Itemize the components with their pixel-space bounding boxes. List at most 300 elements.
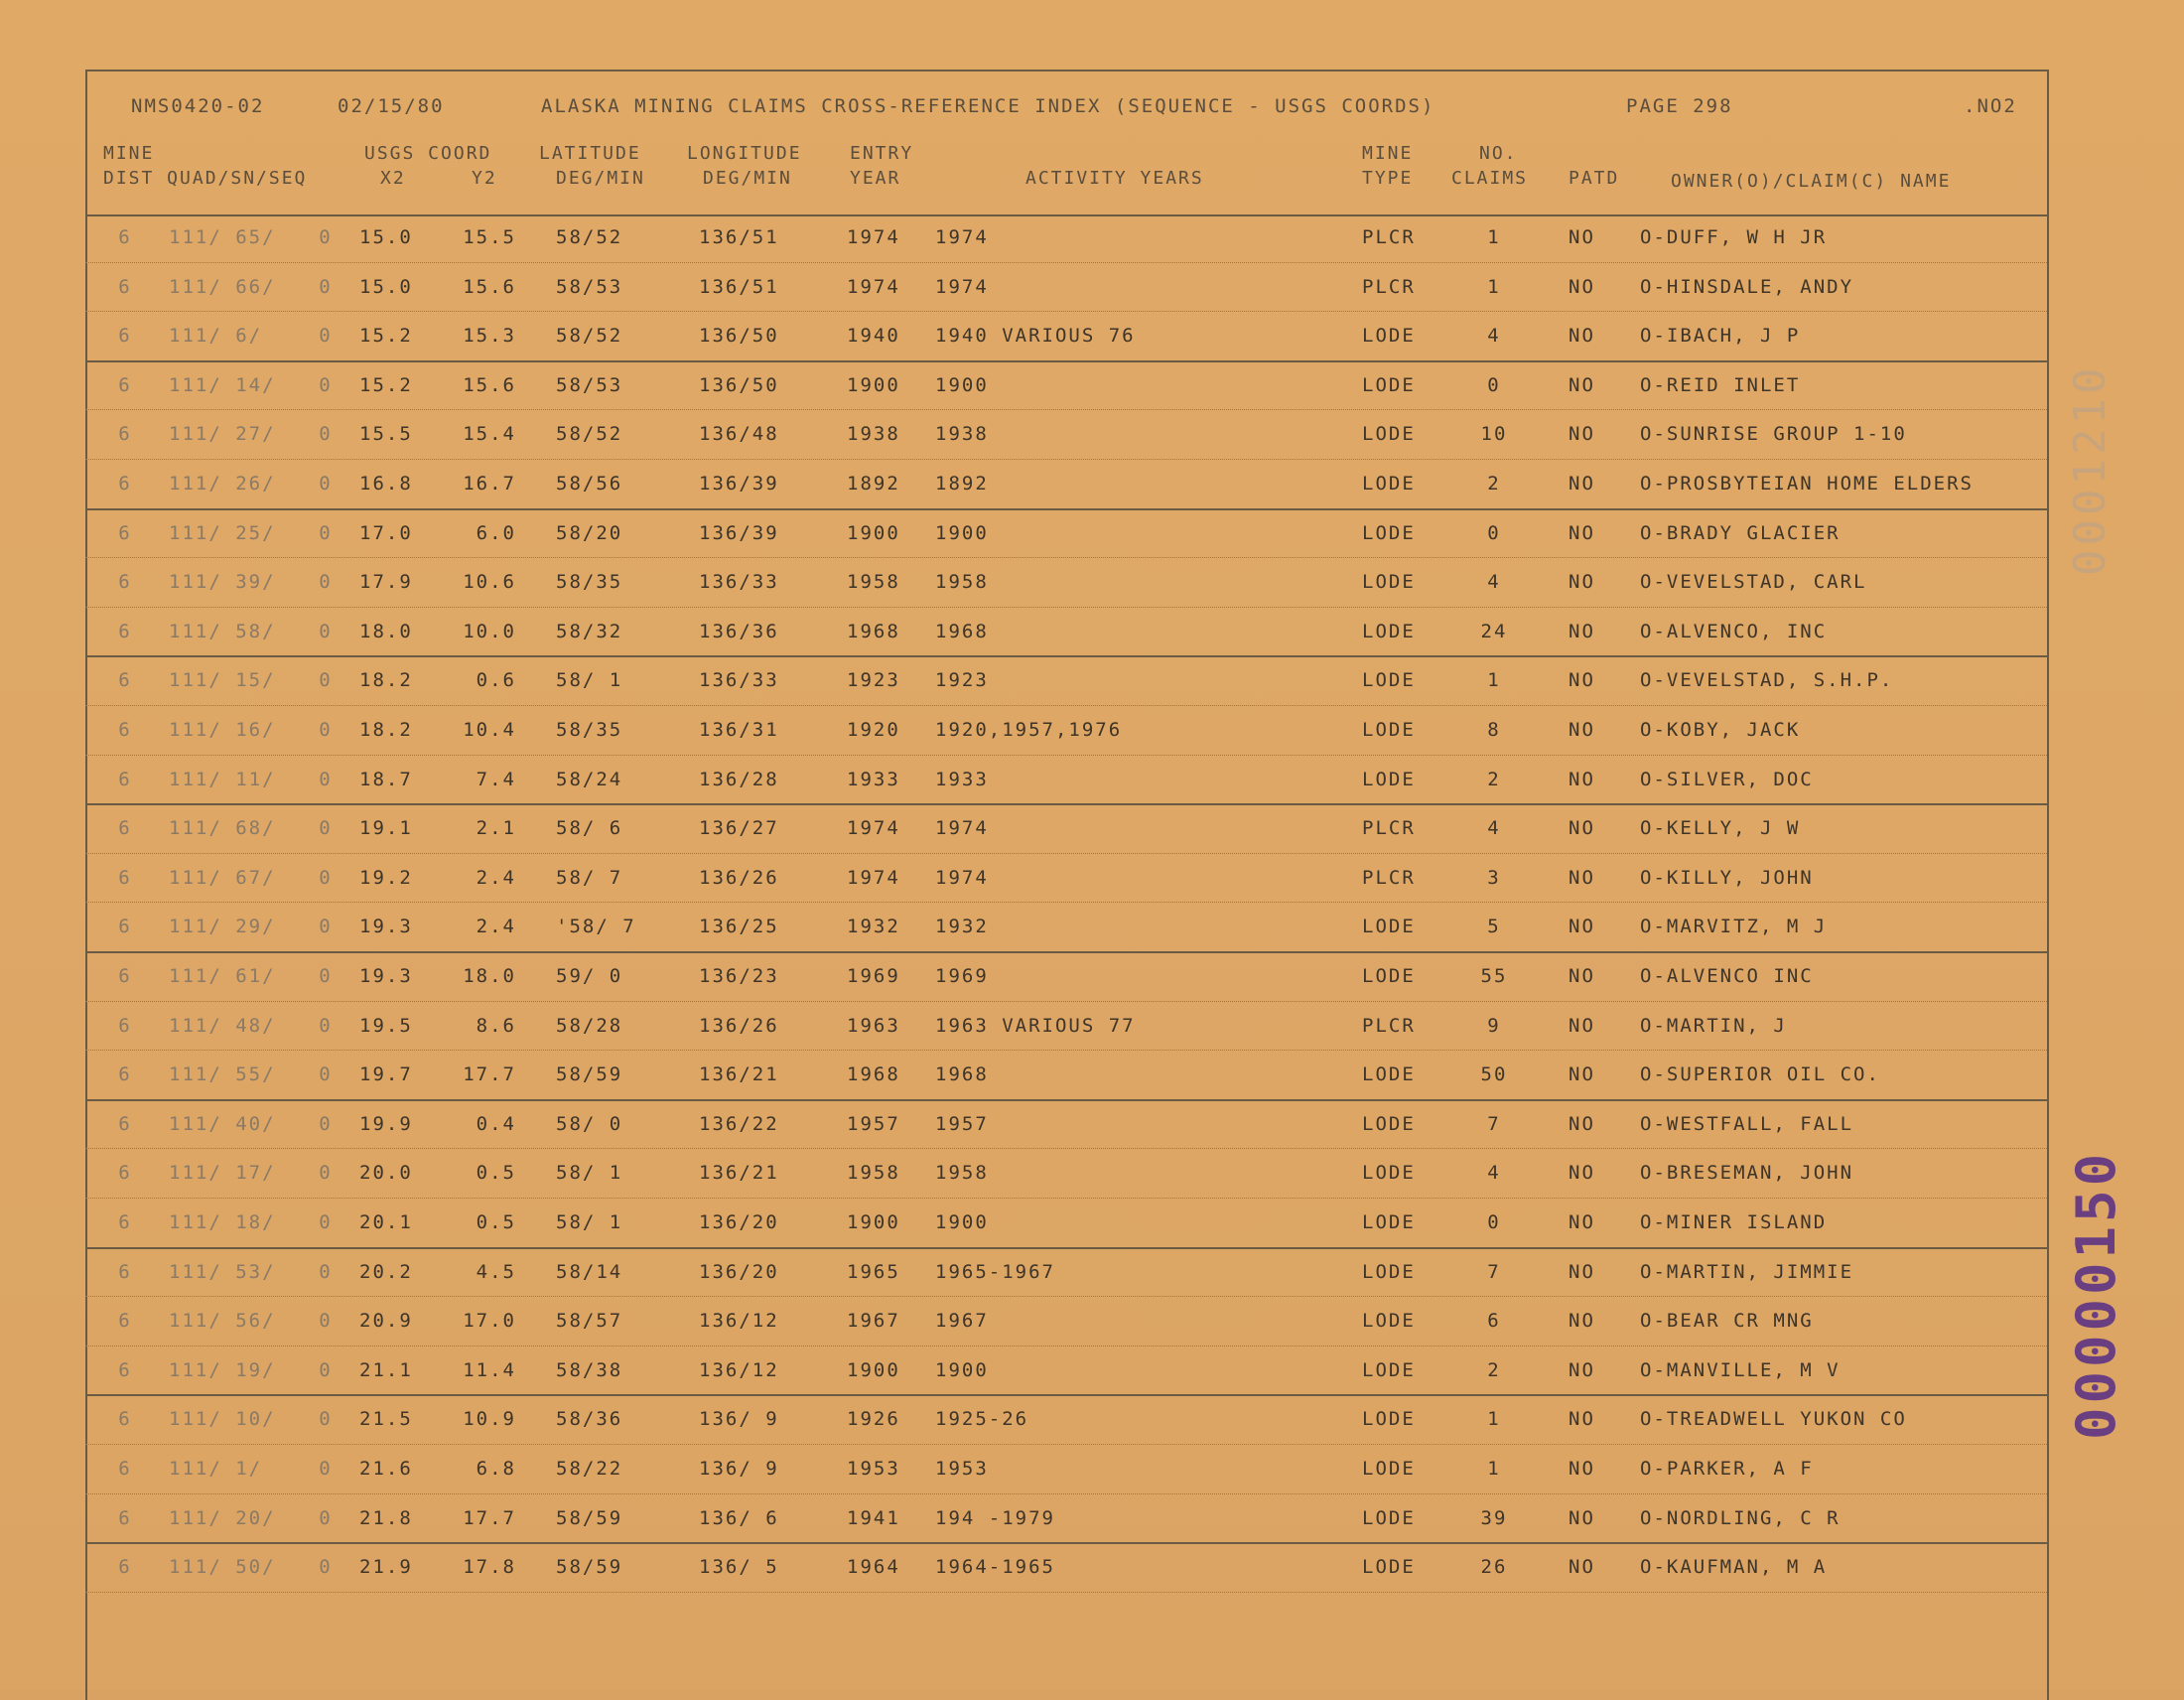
cell-longitude: 136/25 [699, 916, 779, 938]
cell-seq: 0 [319, 1211, 333, 1233]
cell-activity-years: 1968 [935, 620, 989, 642]
cell-owner: O-VEVELSTAD, S.H.P. [1640, 669, 1894, 692]
cell-owner: O-MINER ISLAND [1640, 1211, 1828, 1233]
group-divider [85, 508, 2047, 510]
group-divider [85, 951, 2047, 953]
table-row [0, 266, 2184, 316]
cell-activity-years: 1957 [935, 1112, 989, 1135]
col-x2: X2 [380, 168, 406, 189]
group-divider [85, 655, 2047, 657]
cell-mine-type: LODE [1362, 1310, 1416, 1333]
col-mine-top: MINE [103, 143, 155, 164]
cell-latitude: 58/57 [556, 1310, 623, 1333]
cell-patd: NO [1569, 1063, 1595, 1086]
cell-y2: 0.4 [476, 1112, 516, 1135]
row-divider [85, 1493, 2047, 1494]
cell-entry-year: 1926 [847, 1408, 900, 1431]
cell-x2: 20.0 [359, 1162, 413, 1185]
cell-activity-years: 1933 [935, 768, 989, 790]
col-patd: PATD [1569, 168, 1620, 189]
cell-activity-years: 1938 [935, 423, 989, 446]
cell-latitude: 58/28 [556, 1014, 623, 1037]
cell-claims: 9 [1487, 1014, 1501, 1037]
cell-seq: 0 [319, 1014, 333, 1037]
cell-quad-sn: 111/ 65/ [169, 226, 276, 248]
cell-patd: NO [1569, 325, 1595, 348]
row-divider [85, 1198, 2047, 1199]
cell-dist: 6 [118, 965, 132, 987]
table-row [0, 315, 2184, 364]
cell-entry-year: 1974 [847, 817, 900, 840]
row-divider [85, 1296, 2047, 1297]
table-row [0, 561, 2184, 611]
cell-longitude: 136/50 [699, 373, 779, 396]
cell-claims: 4 [1487, 817, 1501, 840]
table-row [0, 1251, 2184, 1301]
cell-patd: NO [1569, 473, 1595, 495]
cell-seq: 0 [319, 1112, 333, 1135]
cell-quad-sn: 111/ 40/ [169, 1112, 276, 1135]
cell-owner: O-BEAR CR MNG [1640, 1310, 1814, 1333]
cell-mine-type: PLCR [1362, 275, 1416, 298]
table-row [0, 1005, 2184, 1055]
cell-latitude: 58/ 6 [556, 817, 623, 840]
table-row [0, 759, 2184, 808]
cell-dist: 6 [118, 866, 132, 889]
cell-x2: 19.3 [359, 916, 413, 938]
cell-entry-year: 1933 [847, 768, 900, 790]
cell-activity-years: 1958 [935, 571, 989, 594]
cell-x2: 15.0 [359, 226, 413, 248]
cell-seq: 0 [319, 866, 333, 889]
cell-y2: 15.5 [463, 226, 516, 248]
cell-mine-type: PLCR [1362, 817, 1416, 840]
report-code: .NO2 [1964, 95, 2017, 117]
cell-latitude: 58/53 [556, 373, 623, 396]
cell-seq: 0 [319, 226, 333, 248]
row-divider [85, 311, 2047, 312]
cell-entry-year: 1974 [847, 226, 900, 248]
cell-patd: NO [1569, 1260, 1595, 1283]
cell-activity-years: 194 -1979 [935, 1506, 1055, 1529]
cell-y2: 17.0 [463, 1310, 516, 1333]
table-row [0, 1103, 2184, 1153]
cell-y2: 0.5 [476, 1162, 516, 1185]
col-no: NO. [1479, 143, 1518, 164]
cell-owner: O-IBACH, J P [1640, 325, 1801, 348]
row-divider [85, 1148, 2047, 1149]
cell-dist: 6 [118, 521, 132, 544]
row-divider [85, 1001, 2047, 1002]
cell-owner: O-BRESEMAN, JOHN [1640, 1162, 1854, 1185]
cell-patd: NO [1569, 275, 1595, 298]
cell-longitude: 136/ 6 [699, 1506, 779, 1529]
cell-longitude: 136/20 [699, 1211, 779, 1233]
cell-quad-sn: 111/ 27/ [169, 423, 276, 446]
cell-owner: O-SILVER, DOC [1640, 768, 1814, 790]
cell-y2: 6.8 [476, 1458, 516, 1480]
cell-latitude: 58/59 [556, 1063, 623, 1086]
cell-entry-year: 1963 [847, 1014, 900, 1037]
cell-patd: NO [1569, 866, 1595, 889]
table-row [0, 364, 2184, 414]
cell-quad-sn: 111/ 53/ [169, 1260, 276, 1283]
cell-activity-years: 1953 [935, 1458, 989, 1480]
cell-y2: 17.7 [463, 1063, 516, 1086]
cell-entry-year: 1969 [847, 965, 900, 987]
cell-entry-year: 1941 [847, 1506, 900, 1529]
cell-entry-year: 1900 [847, 1358, 900, 1381]
cell-seq: 0 [319, 473, 333, 495]
cell-entry-year: 1974 [847, 275, 900, 298]
cell-longitude: 136/36 [699, 620, 779, 642]
cell-entry-year: 1920 [847, 719, 900, 741]
cell-longitude: 136/39 [699, 473, 779, 495]
cell-mine-type: LODE [1362, 571, 1416, 594]
cell-patd: NO [1569, 1162, 1595, 1185]
cell-activity-years: 1968 [935, 1063, 989, 1086]
table-row [0, 857, 2184, 907]
cell-dist: 6 [118, 1014, 132, 1037]
cell-longitude: 136/31 [699, 719, 779, 741]
cell-patd: NO [1569, 719, 1595, 741]
col-usgs-coord: USGS COORD [364, 143, 492, 164]
cell-mine-type: LODE [1362, 1358, 1416, 1381]
cell-dist: 6 [118, 1506, 132, 1529]
cell-seq: 0 [319, 1506, 333, 1529]
cell-activity-years: 1923 [935, 669, 989, 692]
cell-claims: 1 [1487, 275, 1501, 298]
cell-y2: 8.6 [476, 1014, 516, 1037]
cell-latitude: 58/52 [556, 423, 623, 446]
report-header [0, 95, 2184, 119]
cell-dist: 6 [118, 1408, 132, 1431]
cell-x2: 15.0 [359, 275, 413, 298]
cell-quad-sn: 111/ 67/ [169, 866, 276, 889]
cell-activity-years: 1974 [935, 866, 989, 889]
cell-y2: 0.5 [476, 1211, 516, 1233]
cell-mine-type: LODE [1362, 916, 1416, 938]
cell-owner: O-ALVENCO, INC [1640, 620, 1828, 642]
cell-x2: 21.6 [359, 1458, 413, 1480]
cell-mine-type: LODE [1362, 768, 1416, 790]
cell-longitude: 136/ 9 [699, 1408, 779, 1431]
cell-longitude: 136/23 [699, 965, 779, 987]
cell-mine-type: LODE [1362, 1112, 1416, 1135]
cell-patd: NO [1569, 423, 1595, 446]
cell-activity-years: 1964-1965 [935, 1556, 1055, 1579]
cell-entry-year: 1923 [847, 669, 900, 692]
cell-quad-sn: 111/ 14/ [169, 373, 276, 396]
cell-quad-sn: 111/ 10/ [169, 1408, 276, 1431]
cell-x2: 15.2 [359, 373, 413, 396]
cell-latitude: 58/59 [556, 1556, 623, 1579]
table-row [0, 611, 2184, 660]
cell-patd: NO [1569, 1408, 1595, 1431]
cell-owner: O-PARKER, A F [1640, 1458, 1814, 1480]
cell-dist: 6 [118, 1162, 132, 1185]
group-divider [85, 1542, 2047, 1544]
group-divider [85, 1247, 2047, 1249]
cell-patd: NO [1569, 226, 1595, 248]
cell-claims: 2 [1487, 1358, 1501, 1381]
cell-latitude: 58/20 [556, 521, 623, 544]
cell-claims: 0 [1487, 1211, 1501, 1233]
cell-mine-type: LODE [1362, 669, 1416, 692]
cell-seq: 0 [319, 571, 333, 594]
cell-entry-year: 1953 [847, 1458, 900, 1480]
row-divider [85, 557, 2047, 558]
cell-longitude: 136/21 [699, 1063, 779, 1086]
cell-patd: NO [1569, 1458, 1595, 1480]
cell-dist: 6 [118, 1358, 132, 1381]
row-divider [85, 1592, 2047, 1593]
cell-activity-years: 1932 [935, 916, 989, 938]
cell-activity-years: 1920,1957,1976 [935, 719, 1123, 741]
table-row [0, 807, 2184, 857]
cell-longitude: 136/33 [699, 571, 779, 594]
cell-claims: 2 [1487, 473, 1501, 495]
cell-entry-year: 1900 [847, 521, 900, 544]
cell-quad-sn: 111/ 11/ [169, 768, 276, 790]
table-row [0, 1349, 2184, 1399]
cell-y2: 10.9 [463, 1408, 516, 1431]
cell-owner: O-MARTIN, J [1640, 1014, 1787, 1037]
cell-patd: NO [1569, 1358, 1595, 1381]
cell-latitude: 58/35 [556, 571, 623, 594]
cell-seq: 0 [319, 916, 333, 938]
cell-x2: 18.2 [359, 719, 413, 741]
cell-longitude: 136/26 [699, 866, 779, 889]
cell-latitude: 58/24 [556, 768, 623, 790]
cell-x2: 19.7 [359, 1063, 413, 1086]
cell-x2: 20.2 [359, 1260, 413, 1283]
cell-quad-sn: 111/ 19/ [169, 1358, 276, 1381]
cell-owner: O-PROSBYTEIAN HOME ELDERS [1640, 473, 1974, 495]
cell-y2: 4.5 [476, 1260, 516, 1283]
cell-claims: 5 [1487, 916, 1501, 938]
cell-entry-year: 1958 [847, 571, 900, 594]
cell-owner: O-MARVITZ, M J [1640, 916, 1828, 938]
cell-seq: 0 [319, 373, 333, 396]
cell-activity-years: 1925-26 [935, 1408, 1029, 1431]
cell-x2: 19.5 [359, 1014, 413, 1037]
cell-y2: 2.4 [476, 866, 516, 889]
cell-claims: 4 [1487, 571, 1501, 594]
cell-seq: 0 [319, 1310, 333, 1333]
table-row [0, 463, 2184, 512]
cell-x2: 20.1 [359, 1211, 413, 1233]
cell-latitude: 58/53 [556, 275, 623, 298]
faint-stamp-number: 0001210 [2065, 363, 2116, 576]
cell-longitude: 136/ 5 [699, 1556, 779, 1579]
cell-latitude: 58/38 [556, 1358, 623, 1381]
row-divider [85, 1050, 2047, 1051]
cell-activity-years: 1900 [935, 373, 989, 396]
col-lat-unit: DEG/MIN [556, 168, 645, 189]
cell-dist: 6 [118, 620, 132, 642]
table-row [0, 659, 2184, 709]
cell-longitude: 136/50 [699, 325, 779, 348]
cell-dist: 6 [118, 1063, 132, 1086]
cell-longitude: 136/ 9 [699, 1458, 779, 1480]
cell-owner: O-WESTFALL, FALL [1640, 1112, 1854, 1135]
table-row [0, 1202, 2184, 1251]
cell-seq: 0 [319, 1358, 333, 1381]
cell-quad-sn: 111/ 58/ [169, 620, 276, 642]
cell-x2: 16.8 [359, 473, 413, 495]
cell-y2: 10.0 [463, 620, 516, 642]
cell-y2: 10.4 [463, 719, 516, 741]
cell-latitude: 58/ 1 [556, 1211, 623, 1233]
cell-longitude: 136/27 [699, 817, 779, 840]
cell-claims: 50 [1480, 1063, 1508, 1086]
cell-entry-year: 1974 [847, 866, 900, 889]
cell-mine-type: LODE [1362, 325, 1416, 348]
cell-x2: 18.7 [359, 768, 413, 790]
table-row [0, 1300, 2184, 1349]
cell-quad-sn: 111/ 55/ [169, 1063, 276, 1086]
cell-longitude: 136/20 [699, 1260, 779, 1283]
table-row [0, 1398, 2184, 1448]
cell-quad-sn: 111/ 66/ [169, 275, 276, 298]
cell-dist: 6 [118, 325, 132, 348]
cell-latitude: 58/59 [556, 1506, 623, 1529]
col-y2: Y2 [472, 168, 497, 189]
cell-quad-sn: 111/ 26/ [169, 473, 276, 495]
table-row [0, 1497, 2184, 1547]
cell-longitude: 136/12 [699, 1310, 779, 1333]
cell-patd: NO [1569, 1556, 1595, 1579]
cell-claims: 4 [1487, 325, 1501, 348]
purple-stamp-number: 00000150 [2065, 1149, 2127, 1440]
cell-mine-type: LODE [1362, 719, 1416, 741]
cell-dist: 6 [118, 473, 132, 495]
cell-dist: 6 [118, 571, 132, 594]
cell-entry-year: 1932 [847, 916, 900, 938]
table-row [0, 1448, 2184, 1497]
cell-seq: 0 [319, 1556, 333, 1579]
col-entry: ENTRY [850, 143, 914, 164]
cell-patd: NO [1569, 1310, 1595, 1333]
cell-mine-type: LODE [1362, 1458, 1416, 1480]
cell-patd: NO [1569, 1014, 1595, 1037]
cell-owner: O-SUNRISE GROUP 1-10 [1640, 423, 1907, 446]
cell-x2: 17.9 [359, 571, 413, 594]
cell-x2: 15.2 [359, 325, 413, 348]
cell-claims: 1 [1487, 1408, 1501, 1431]
cell-longitude: 136/28 [699, 768, 779, 790]
cell-seq: 0 [319, 1162, 333, 1185]
cell-patd: NO [1569, 817, 1595, 840]
cell-claims: 8 [1487, 719, 1501, 741]
cell-patd: NO [1569, 965, 1595, 987]
cell-mine-type: LODE [1362, 1162, 1416, 1185]
col-longitude: LONGITUDE [687, 143, 802, 164]
cell-entry-year: 1957 [847, 1112, 900, 1135]
row-divider [85, 853, 2047, 854]
cell-dist: 6 [118, 916, 132, 938]
col-year: YEAR [850, 168, 901, 189]
cell-mine-type: LODE [1362, 1260, 1416, 1283]
cell-claims: 39 [1480, 1506, 1508, 1529]
cell-y2: 17.7 [463, 1506, 516, 1529]
cell-quad-sn: 111/ 29/ [169, 916, 276, 938]
cell-patd: NO [1569, 1211, 1595, 1233]
cell-longitude: 136/21 [699, 1162, 779, 1185]
cell-longitude: 136/51 [699, 226, 779, 248]
cell-entry-year: 1938 [847, 423, 900, 446]
cell-entry-year: 1964 [847, 1556, 900, 1579]
cell-activity-years: 1974 [935, 275, 989, 298]
cell-owner: O-KELLY, J W [1640, 817, 1801, 840]
cell-longitude: 136/39 [699, 521, 779, 544]
cell-y2: 15.6 [463, 373, 516, 396]
cell-seq: 0 [319, 719, 333, 741]
cell-mine-type: PLCR [1362, 1014, 1416, 1037]
cell-longitude: 136/22 [699, 1112, 779, 1135]
cell-seq: 0 [319, 1063, 333, 1086]
cell-longitude: 136/51 [699, 275, 779, 298]
cell-quad-sn: 111/ 20/ [169, 1506, 276, 1529]
report-id: NMS0420-02 [131, 95, 265, 117]
table-row [0, 1054, 2184, 1103]
cell-y2: 16.7 [463, 473, 516, 495]
cell-entry-year: 1892 [847, 473, 900, 495]
cell-activity-years: 1958 [935, 1162, 989, 1185]
cell-activity-years: 1963 VARIOUS 77 [935, 1014, 1136, 1037]
cell-quad-sn: 111/ 25/ [169, 521, 276, 544]
cell-quad-sn: 111/ 6/ [169, 325, 263, 348]
cell-y2: 18.0 [463, 965, 516, 987]
cell-entry-year: 1968 [847, 1063, 900, 1086]
cell-seq: 0 [319, 817, 333, 840]
cell-seq: 0 [319, 325, 333, 348]
cell-y2: 15.4 [463, 423, 516, 446]
cell-activity-years: 1940 VARIOUS 76 [935, 325, 1136, 348]
cell-x2: 19.1 [359, 817, 413, 840]
cell-y2: 17.8 [463, 1556, 516, 1579]
cell-quad-sn: 111/ 17/ [169, 1162, 276, 1185]
cell-claims: 0 [1487, 521, 1501, 544]
cell-entry-year: 1958 [847, 1162, 900, 1185]
cell-longitude: 136/12 [699, 1358, 779, 1381]
cell-claims: 26 [1480, 1556, 1508, 1579]
cell-longitude: 136/26 [699, 1014, 779, 1037]
cell-quad-sn: 111/ 39/ [169, 571, 276, 594]
cell-y2: 11.4 [463, 1358, 516, 1381]
table-row [0, 512, 2184, 562]
cell-quad-sn: 111/ 16/ [169, 719, 276, 741]
cell-mine-type: LODE [1362, 423, 1416, 446]
cell-quad-sn: 111/ 48/ [169, 1014, 276, 1037]
row-divider [85, 902, 2047, 903]
cell-mine-type: LODE [1362, 620, 1416, 642]
cell-activity-years: 1974 [935, 226, 989, 248]
cell-mine-type: LODE [1362, 1211, 1416, 1233]
cell-mine-type: LODE [1362, 1063, 1416, 1086]
cell-seq: 0 [319, 620, 333, 642]
cell-seq: 0 [319, 1458, 333, 1480]
cell-activity-years: 1965-1967 [935, 1260, 1055, 1283]
row-divider [85, 459, 2047, 460]
cell-entry-year: 1965 [847, 1260, 900, 1283]
col-mine-type: TYPE [1362, 168, 1414, 189]
row-divider [85, 409, 2047, 410]
cell-owner: O-TREADWELL YUKON CO [1640, 1408, 1907, 1431]
cell-patd: NO [1569, 916, 1595, 938]
cell-seq: 0 [319, 669, 333, 692]
